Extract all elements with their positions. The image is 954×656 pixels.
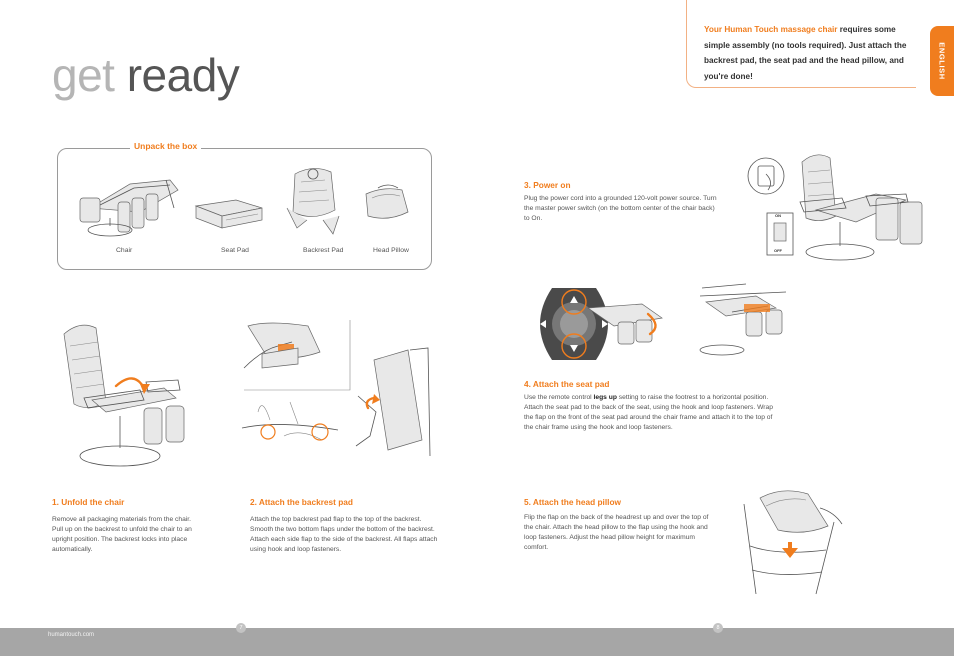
step-unfold-body: Remove all packaging materials from the chair. Pull up on the backrest to unfold the chair to an upright position. The backrest locks into place automatically. (52, 516, 192, 553)
unpack-label-head-pillow: Head Pillow (373, 247, 409, 254)
intro-text (704, 22, 909, 84)
head-pillow-install-illustration (738, 486, 844, 594)
language-tab-label: ENGLISH (937, 42, 947, 80)
unpack-label-backrest-pad: Backrest Pad (303, 247, 344, 254)
switch-off-label: OFF (774, 248, 782, 253)
step-power-on-body: Plug the power cord into a grounded 120-volt power source. Turn the master power switch (on the bottom center of the chair back) to On. (524, 195, 717, 222)
seat-pad-body-bold: legs up (593, 394, 617, 401)
seat-pad-install-illustration (696, 282, 792, 356)
page-title (52, 48, 239, 102)
switch-on-label: ON (775, 213, 781, 218)
seat-pad-body-part2: setting to raise the footrest to a horizontal position. Attach the seat pad to the back of the seat, using the hook and loop fasteners. Wrap the flap on the front of the seat pad around the chair frame and attach it to the top of the chair frame using the hook and loop fasteners. (524, 394, 773, 431)
unpack-label-seat-pad: Seat Pad (221, 247, 249, 254)
page-number-left: 7 (236, 623, 246, 633)
head-pillow-illustration (358, 184, 414, 226)
step-seat-pad-body (524, 393, 774, 433)
unpack-title: Unpack the box (130, 141, 201, 151)
intro-body: requires some simple assembly (no tools required). Just attach the backrest pad, the seat pad and the head pillow, and you're done! (704, 25, 907, 81)
power-outlet-illustration (744, 156, 788, 196)
remote-control-illustration (522, 286, 662, 362)
step-power-on-heading: 3. Power on (524, 180, 571, 190)
step-seat-pad-heading: 4. Attach the seat pad (524, 379, 610, 389)
seat-pad-illustration (190, 196, 270, 230)
step-backrest-heading: 2. Attach the backrest pad (250, 497, 353, 507)
footer-bar (0, 628, 954, 656)
step-backrest-body: Attach the top backrest pad flap to the top of the backrest. Smooth the two bottom flaps under the bottom of the backrest. Attach each side flap to the side of the backrest. All flaps attach using hook and loop fasteners. (250, 516, 438, 553)
unfold-chair-illustration (60, 320, 196, 468)
seat-pad-body-part1: Use the remote control (524, 394, 594, 401)
title-part-ready: ready (126, 49, 240, 101)
chair-power-illustration (796, 150, 936, 266)
language-tab[interactable] (930, 26, 954, 96)
step-head-pillow-heading: 5. Attach the head pillow (524, 497, 621, 507)
step-unfold-heading: 1. Unfold the chair (52, 497, 125, 507)
attach-backrest-illustration (238, 316, 438, 464)
unpack-label-chair: Chair (116, 247, 133, 254)
backrest-pad-illustration (283, 164, 343, 240)
chair-illustration (70, 168, 190, 242)
intro-highlight: Your Human Touch massage chair (704, 25, 838, 34)
title-part-get: get (52, 49, 115, 101)
footer-website[interactable]: humantouch.com (48, 632, 95, 638)
page-number-right: 8 (713, 623, 723, 633)
step-head-pillow-body: Flip the flap on the back of the headrest up and over the top of the chair. Attach the head pillow to the flap using the hook and loop fasteners. Adjust the head pillow height for maximum comfort. (524, 514, 709, 551)
